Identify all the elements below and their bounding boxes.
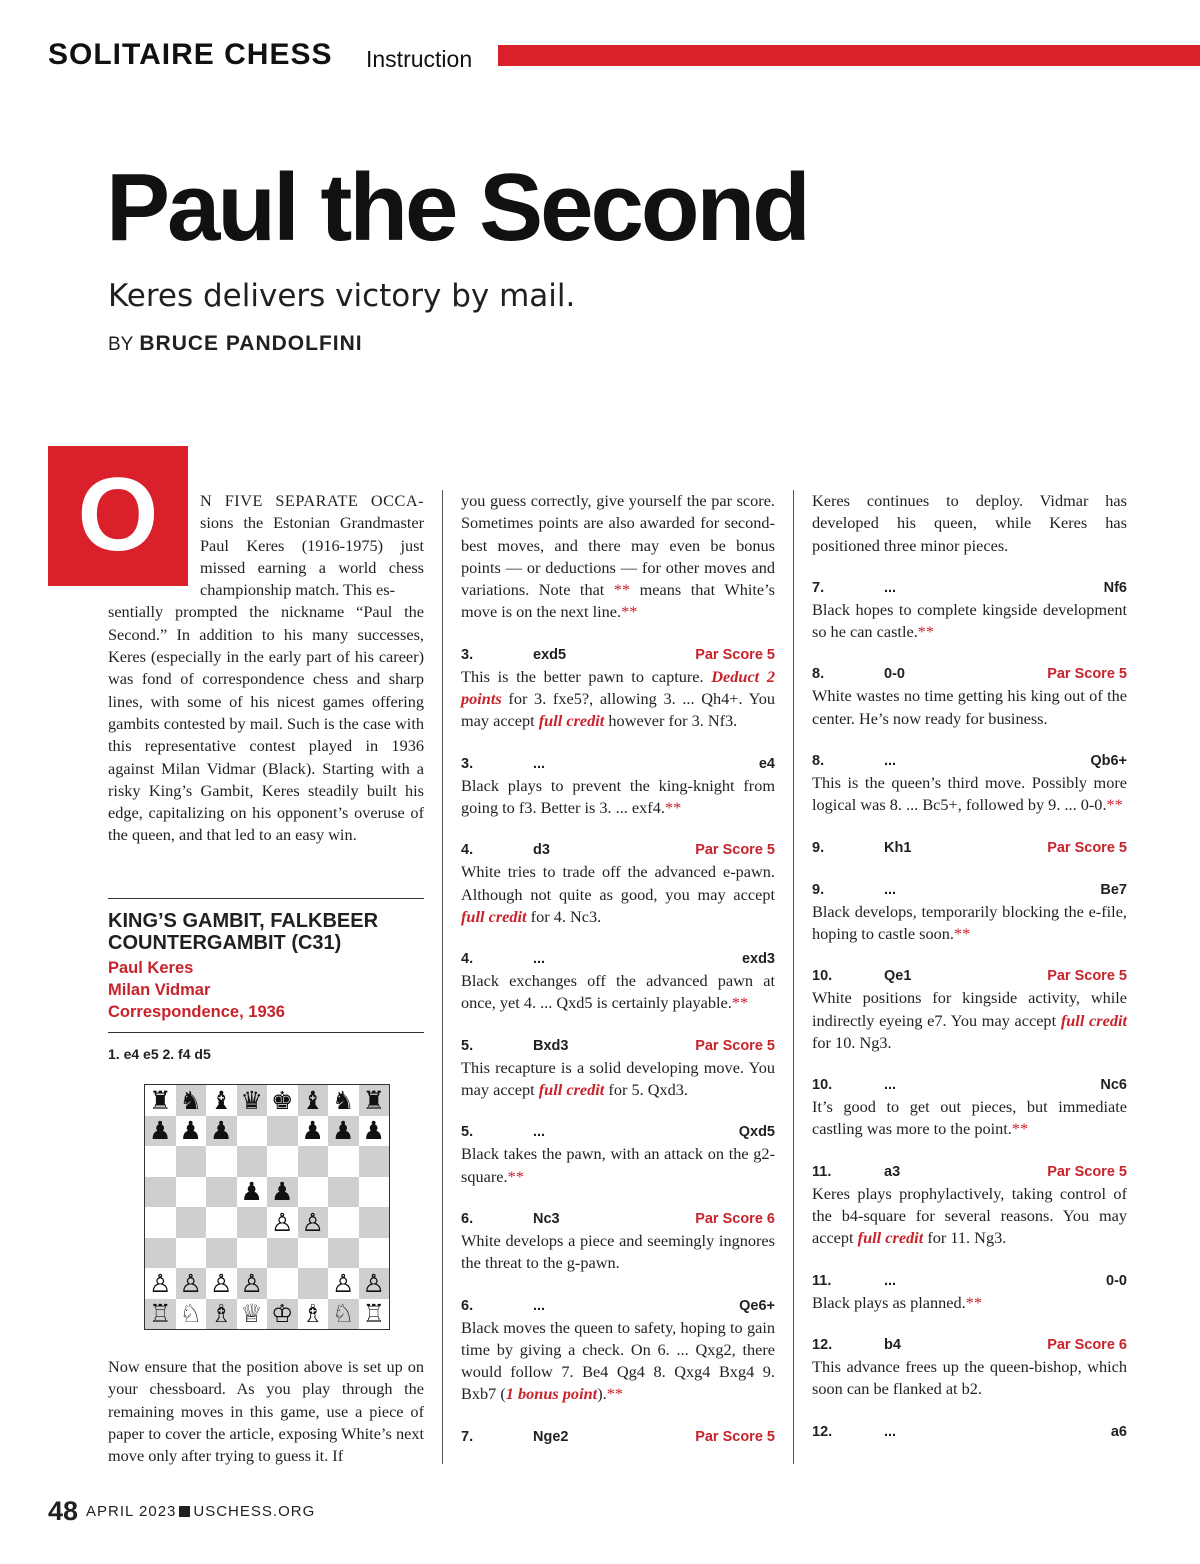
column-rule-1: [442, 490, 443, 1464]
chess-piece-square: ♙: [206, 1268, 237, 1299]
move-12-white: 12. b4 Par Score 6 This advance frees up the queen-bishop, which soon can be flanked at b2.: [812, 1334, 1127, 1401]
move-3-black: 3. ... e4 Black plays to prevent the king-knight from going to f3. Better is 3. ... exf4.**: [461, 755, 775, 817]
intro-caps: N FIVE SEPARATE OCCA-: [200, 491, 424, 510]
move-5-black: 5. ... Qxd5 Black takes the pawn, with an attack on the g2-square.**: [461, 1124, 775, 1186]
chess-piece-square: ♟: [145, 1116, 176, 1147]
par-score: Par Score 5: [1047, 1163, 1127, 1180]
chess-piece-square: ♟: [328, 1116, 359, 1147]
move-11-white: 11. a3 Par Score 5 Keres plays prophylactively, taking control of the b4-square for several reasons. You may accept full credit for 11. Ng3.: [812, 1161, 1127, 1250]
board-square: [145, 1207, 176, 1238]
chess-piece-square: ♗: [206, 1299, 237, 1330]
move-10-black: 10. ... Nc6 It’s good to get out pieces, but immediate castling was more to the point.**: [812, 1077, 1127, 1139]
board-square: [176, 1177, 207, 1208]
chess-piece-square: ♟: [237, 1177, 268, 1208]
board-square: [359, 1146, 390, 1177]
section-label: Instruction: [366, 46, 473, 72]
intro-text-a: sions the Estonian Grandmaster Paul Keres (1916-1975) just missed earning a world chess championship match. This es-: [200, 513, 424, 600]
divider-top: [108, 898, 424, 899]
board-square: [328, 1146, 359, 1177]
board-square: [267, 1146, 298, 1177]
chess-piece-square: ♝: [206, 1085, 237, 1116]
issue-date: APRIL 2023: [86, 1503, 177, 1520]
author-name: BRUCE PANDOLFINI: [139, 332, 363, 355]
chess-piece-square: ♟: [267, 1177, 298, 1208]
chess-piece-square: ♕: [237, 1299, 268, 1330]
chess-piece-square: ♙: [359, 1268, 390, 1299]
par-score: Par Score 5: [695, 842, 775, 859]
move-10-white: 10. Qe1 Par Score 5 White positions for kingside activity, while indirectly eyeing e7. You may accept full credit for 10. Ng3.: [812, 965, 1127, 1054]
par-score: Par Score 6: [1047, 1336, 1127, 1353]
move-8-black: 8. ... Qb6+ This is the queen’s third move. Possibly more logical was 8. ... Bc5+, followed by 9. ... 0-0.**: [812, 753, 1127, 815]
board-square: [206, 1238, 237, 1269]
chess-piece-square: ♟: [359, 1116, 390, 1147]
chess-piece-square: ♙: [237, 1268, 268, 1299]
move-7-white: 7. Nge2 Par Score 5: [461, 1426, 775, 1448]
site-url: USCHESS.ORG: [193, 1503, 316, 1520]
chess-piece-square: ♞: [176, 1085, 207, 1116]
article-subtitle: Keres delivers victory by mail.: [108, 278, 576, 314]
par-score: Par Score 5: [1047, 968, 1127, 985]
chess-piece-square: ♜: [359, 1085, 390, 1116]
chess-piece-square: ♟: [298, 1116, 329, 1147]
board-square: [267, 1238, 298, 1269]
board-square: [176, 1146, 207, 1177]
board-square: [237, 1116, 268, 1147]
header-accent-bar: [498, 45, 1200, 66]
par-score: Par Score 5: [695, 1037, 775, 1054]
byline-prefix: BY: [108, 334, 134, 355]
scoring-explanation: you guess correctly, give yourself the par score. Sometimes points are also awarded for second-best moves, and there may even be bonus points — or deductions — for other moves and variations. Note that ** means that White’s move is on the next line.**: [461, 491, 775, 622]
white-player: Paul Keres: [108, 959, 194, 977]
board-square: [298, 1146, 329, 1177]
footer-square-icon: [179, 1506, 190, 1517]
board-square: [145, 1177, 176, 1208]
column-rule-2: [793, 490, 794, 1464]
event: Correspondence, 1936: [108, 1003, 285, 1022]
move-9-black: 9. ... Be7 Black develops, temporarily blocking the e-file, hoping to castle soon.**: [812, 881, 1127, 943]
chess-piece-square: ♙: [176, 1268, 207, 1299]
board-square: [206, 1207, 237, 1238]
intro-paragraph-wrapped: [200, 490, 424, 601]
chess-piece-square: ♙: [267, 1207, 298, 1238]
par-score: Par Score 5: [695, 1428, 775, 1445]
move-5-white: 5. Bxd3 Par Score 5 This recapture is a solid developing move. You may accept full credit for 5. Qxd3.: [461, 1035, 775, 1102]
after-board-paragraph: [108, 1356, 424, 1467]
chess-board: [144, 1084, 390, 1330]
board-square: [206, 1146, 237, 1177]
board-square: [237, 1238, 268, 1269]
move-3-white: 3. exd5 Par Score 5 This is the better pawn to capture. Deduct 2 points for 3. fxe5?, allowing 3. ... Qh4+. You may accept full credit however for 3. Nf3.: [461, 644, 775, 733]
chess-piece-square: ♖: [145, 1299, 176, 1330]
board-square: [298, 1268, 329, 1299]
chess-piece-square: ♖: [359, 1299, 390, 1330]
chess-piece-square: ♟: [206, 1116, 237, 1147]
chess-piece-square: ♔: [267, 1299, 298, 1330]
board-square: [328, 1207, 359, 1238]
black-player: Milan Vidmar: [108, 981, 211, 1000]
board-square: [267, 1268, 298, 1299]
board-square: [267, 1116, 298, 1147]
board-square: [176, 1207, 207, 1238]
chess-piece-square: ♟: [176, 1116, 207, 1147]
board-square: [206, 1177, 237, 1208]
divider-bottom: [108, 1032, 424, 1033]
move-7-black: 7. ... Nf6 Black hopes to complete kingside development so he can castle.**: [812, 579, 1127, 642]
page-number: 48: [48, 1496, 79, 1526]
column-2: [461, 490, 775, 1448]
byline: [108, 332, 363, 356]
board-square: [359, 1207, 390, 1238]
move-12-black: 12. ... a6: [812, 1423, 1127, 1440]
article-title: Paul the Second: [106, 154, 808, 261]
move-6-white: 6. Nc3 Par Score 6 White develops a piece and seemingly ingnores the threat to the g-pawn.: [461, 1208, 775, 1275]
move-8-white: 8. 0-0 Par Score 5 White wastes no time getting his king out of the center. He’s now ready for business.: [812, 663, 1127, 730]
chess-piece-square: ♗: [298, 1299, 329, 1330]
board-square: [298, 1177, 329, 1208]
chess-piece-square: ♚: [267, 1085, 298, 1116]
par-score: Par Score 5: [695, 646, 775, 663]
drop-cap-letter: O: [77, 457, 159, 573]
par-score: Par Score 6: [695, 1210, 775, 1227]
board-square: [237, 1146, 268, 1177]
page-footer: [48, 1496, 315, 1527]
chess-piece-square: ♙: [298, 1207, 329, 1238]
column-1: [108, 490, 424, 847]
column-3: [812, 490, 1127, 1443]
move-4-white: 4. d3 Par Score 5 White tries to trade off the advanced e-pawn. Although not quite as good, you may accept full credit for 4. Nc3.: [461, 839, 775, 928]
series-title: SOLITAIRE CHESS: [48, 38, 333, 71]
board-square: [359, 1177, 390, 1208]
board-square: [298, 1238, 329, 1269]
board-square: [359, 1238, 390, 1269]
par-score: Par Score 5: [1047, 666, 1127, 683]
chess-piece-square: ♝: [298, 1085, 329, 1116]
chess-piece-square: ♙: [145, 1268, 176, 1299]
par-score: Par Score 5: [1047, 839, 1127, 856]
board-square: [176, 1238, 207, 1269]
board-square: [237, 1207, 268, 1238]
intro-paragraph: sentially prompted the nickname “Paul the Second.” In addition to his many successes, Keres (especially in the early part of his career) was fond of correspondence chess and sharp lines, with some of his nicest games offering gambits contested by mail. Such is the case with this representative contest played in 1936 against Milan Vidmar (Black). Starting with a risky King’s Gambit, Keres steadily built his edge, capitalizing on his opponent’s overuse of the queen, and that led to an easy win.: [108, 602, 424, 845]
opening-name: KING’S GAMBIT, FALKBEER COUNTERGAMBIT (C31): [108, 910, 379, 954]
chess-piece-square: ♙: [328, 1268, 359, 1299]
move-4-black: 4. ... exd3 Black exchanges off the advanced pawn at once, yet 4. ... Qxd5 is certainly playable.**: [461, 951, 775, 1013]
board-square: [145, 1238, 176, 1269]
instructions-text: Now ensure that the position above is set up on your chessboard. As you play through the remaining moves in this game, use a piece of paper to cover the article, exposing White’s next move only after trying to guess it. If: [108, 1357, 424, 1466]
chess-piece-square: ♘: [328, 1299, 359, 1330]
game-info: [108, 957, 285, 1024]
chess-piece-square: ♜: [145, 1085, 176, 1116]
move-6-black: 6. ... Qe6+ Black moves the queen to safety, hoping to gain time by giving a check. On 6. ... Qxg2, there would follow 7. Be4 Qg4 8. Qxg4 Bxg4 9. Bxb7 (1 bonus point).**: [461, 1297, 775, 1404]
chess-piece-square: ♞: [328, 1085, 359, 1116]
move-9-white: 9. Kh1 Par Score 5: [812, 837, 1127, 859]
opening-moves: 1. e4 e5 2. f4 d5: [108, 1046, 211, 1062]
column-3-lead: Keres continues to deploy. Vidmar has developed his queen, while Keres has positioned three minor pieces.: [812, 491, 1127, 555]
chess-piece-square: ♘: [176, 1299, 207, 1330]
move-11-black: 11. ... 0-0 Black plays as planned.**: [812, 1272, 1127, 1312]
board-square: [328, 1238, 359, 1269]
board-square: [145, 1146, 176, 1177]
chess-piece-square: ♛: [237, 1085, 268, 1116]
board-square: [328, 1177, 359, 1208]
